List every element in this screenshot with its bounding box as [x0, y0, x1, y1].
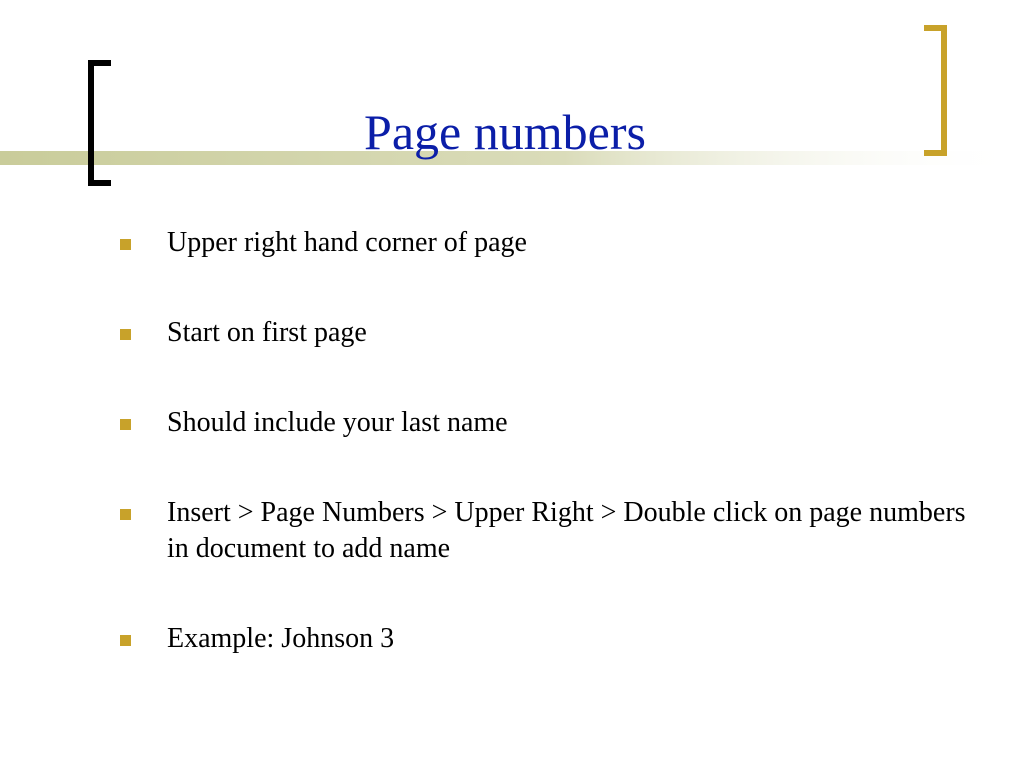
square-bullet-icon	[120, 509, 131, 520]
bullet-item	[116, 495, 976, 567]
bullet-text: Start on first page	[167, 317, 367, 348]
bullet-item	[116, 315, 976, 351]
bullet-item	[116, 621, 976, 657]
bullet-item	[116, 225, 976, 261]
bullet-text: Should include your last name	[167, 407, 508, 438]
bullet-text: Example: Johnson 3	[167, 623, 395, 654]
bullet-text: Upper right hand corner of page	[167, 227, 527, 258]
square-bullet-icon	[120, 239, 131, 250]
bullet-item	[116, 405, 976, 441]
bullet-list	[116, 225, 976, 711]
square-bullet-icon	[120, 419, 131, 430]
slide-title: Page numbers	[364, 104, 646, 160]
square-bullet-icon	[120, 635, 131, 646]
square-bullet-icon	[120, 329, 131, 340]
bullet-text: Insert > Page Numbers > Upper Right > Double click on page numbers in document to add name	[167, 497, 966, 564]
